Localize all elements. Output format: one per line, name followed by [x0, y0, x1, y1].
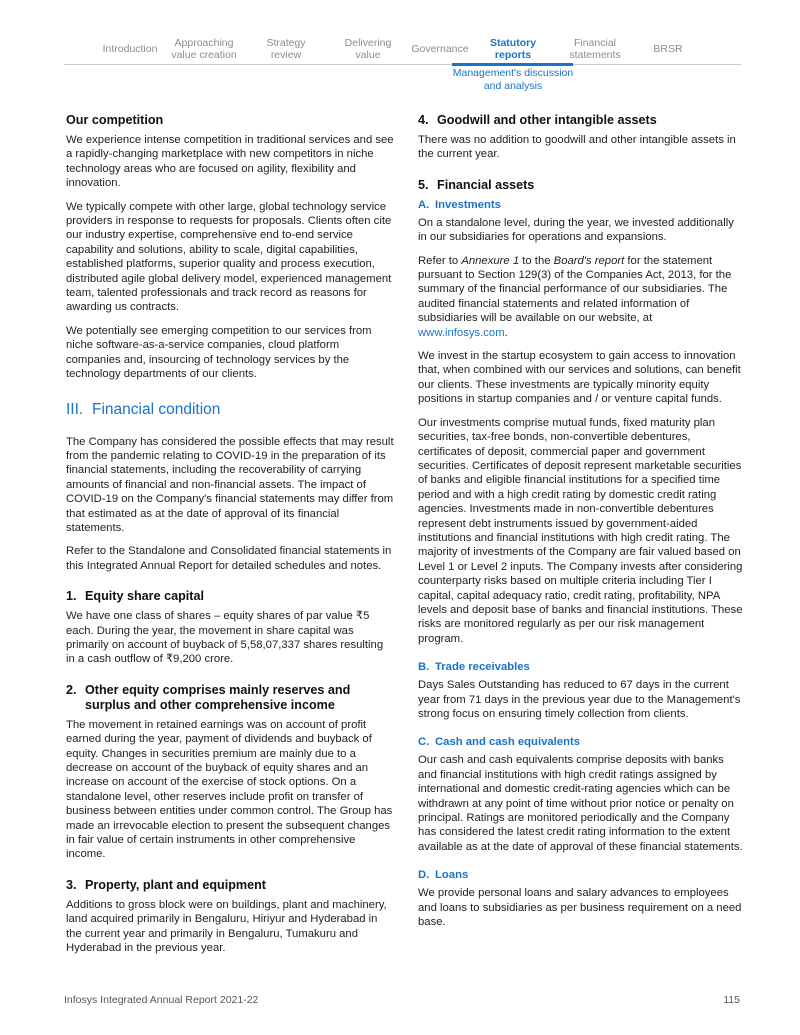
text-run: Refer to — [418, 254, 462, 267]
section-title: Financial condition — [92, 400, 221, 418]
heading-number: 2. — [66, 682, 77, 697]
tab-statutory-reports[interactable]: Statutory reports — [489, 37, 537, 61]
subheading-letter: B. — [418, 661, 430, 674]
tab-brsr[interactable]: BRSR — [653, 43, 683, 55]
loans-heading — [418, 868, 744, 882]
heading-number: 5. — [418, 177, 429, 192]
cash-equivalents-heading — [418, 735, 744, 749]
text-run: to the — [519, 254, 554, 267]
subheading-letter: D. — [418, 869, 430, 882]
footer-report-title: Infosys Integrated Annual Report 2021-22 — [64, 994, 259, 1006]
trade-receivables-heading — [418, 660, 744, 674]
tab-introduction[interactable]: Introduction — [102, 43, 158, 55]
heading-text: Financial assets — [437, 177, 535, 192]
subheading-text: Investments — [435, 198, 501, 211]
tab-delivering-value[interactable]: Delivering value — [344, 37, 392, 61]
section-number: III. — [66, 400, 84, 418]
goodwill-paragraph: There was no addition to goodwill and other intangible assets in the current year. — [418, 134, 736, 161]
tab-strategy-review[interactable]: Strategy review — [266, 37, 306, 61]
tab-governance[interactable]: Governance — [411, 43, 469, 55]
loans-paragraph: We provide personal loans and salary advances to employees and loans to subsidiaries as per business requirement on a need base. — [418, 887, 742, 929]
financial-condition-paragraph-2: Refer to the Standalone and Consolidated financial statements in this Integrated Annual Report for detailed schedules and notes. — [66, 545, 392, 572]
subtab-management-discussion[interactable]: Management's discussion and analysis — [452, 67, 574, 92]
financial-condition-paragraph-1: The Company has considered the possible effects that may result from the pandemic relating to COVID-19 in the preparation of its financial statements, including the recoverability of carrying amounts of financial and non-financial assets. The impact of COVID-19 on the Company's financial statements may differ from that estimated as at the date of approval of its financial statements. — [66, 435, 394, 534]
top-navigation — [0, 0, 800, 96]
heading-number: 3. — [66, 877, 77, 892]
property-plant-equipment-paragraph: Additions to gross block were on buildings, plant and machinery, land acquired primarily in Bengaluru, Hiriyur and Hyderabad in the current year and primarily in Bengaluru, Tumakuru and Hyderabad in the previous year. — [66, 898, 387, 955]
competition-heading: Our competition — [66, 113, 164, 127]
boards-report-reference: Board's report — [553, 254, 625, 267]
investments-heading — [418, 198, 744, 212]
heading-text: Property, plant and equipment — [85, 877, 266, 892]
investments-paragraph-4: Our investments comprise mutual funds, fixed maturity plan securities, tax-free bonds, non-convertible debentures, certificates of deposit, commercial paper and government securities. Certificates of deposit represent marketable securities of banks and eligible financial institutions for a specified time period and with a high credit rating by domestic credit rating agencies. Investments made in non-convertible debentures represent debt instruments issued by government-aided institutions and financial institutions with high credit rating. The majority of investments of the Company are fair valued based on Level 1 or Level 2 inputs. The Company invests after considering counterparty risks based on multiple criteria including Tier I capital, capital adequacy ratio, credit rating, profitability, NPA levels and deposit base of banks and financial institutions. These risks are monitored regularly as per our risk management program. — [418, 416, 743, 645]
financial-assets-heading — [418, 178, 744, 193]
nav-divider — [64, 64, 741, 65]
infosys-website-link[interactable]: www.infosys.com — [418, 326, 505, 339]
active-tab-indicator — [452, 63, 573, 66]
competition-paragraph-1: We experience intense competition in traditional services and see a rapidly-changing marketplace with new competitors in niche technology areas who are focused on agility, flexibility and innovation. — [66, 134, 394, 190]
heading-text: Other equity comprises mainly reserves and surplus and other comprehensive income — [85, 682, 351, 712]
subheading-letter: A. — [418, 198, 430, 211]
tab-financial-statements[interactable]: Financial statements — [569, 37, 621, 61]
competition-paragraph-3: We potentially see emerging competition to our services from niche software-as-a-service companies, cloud platform companies and, insourcing of technology services by the technology departments of our clients. — [66, 324, 372, 381]
financial-condition-heading — [66, 401, 394, 419]
tab-approaching-value-creation[interactable]: Approaching value creation — [171, 37, 237, 61]
subheading-letter: C. — [418, 736, 430, 749]
subheading-text: Loans — [435, 869, 469, 882]
property-plant-equipment-heading — [66, 878, 394, 893]
heading-number: 1. — [66, 589, 77, 604]
text-run: . — [504, 326, 508, 339]
trade-receivables-paragraph: Days Sales Outstanding has reduced to 67 days in the current year from 71 days in the previous year due to the Management's strong focus on ensuring timely collection from clients. — [418, 679, 741, 720]
equity-share-capital-paragraph: We have one class of shares – equity shares of par value ₹5 each. During the year, the movement in share capital was primarily on account of buyback of 5,58,07,337 shares resulting in a cash outflow of ₹9,200 crore. — [66, 610, 384, 666]
right-column — [418, 113, 744, 938]
heading-number: 4. — [418, 113, 429, 127]
page-number: 115 — [723, 994, 740, 1006]
heading-text: Equity share capital — [85, 589, 204, 604]
investments-paragraph-3: We invest in the startup ecosystem to gain access to innovation that, when combined with our services and solutions, can benefit our clients. These investments are typically minority equity positions in startup companies and / or venture capital funds. — [418, 350, 741, 406]
other-equity-paragraph: The movement in retained earnings was on account of profit earned during the year, payment of dividends and buyback of equity. Changes in securities premium are mainly due to a decrease on account of the buyback of equity shares and an increase on account of the exercise of stock options. On a standalone level, other reserves include profit on transfer of business between entities under common control. The Group has made an irrevocable election to present the subsequent changes in fair value of certain instruments in other comprehensive income. — [66, 718, 393, 861]
text-run: for the statement pursuant to Section 129(3) of the Companies Act, 2013, for the summary of the financial performance of our subsidiaries. The audited financial statements and related information of subsidiaries will be available on our website, at — [418, 254, 732, 325]
cash-equivalents-paragraph: Our cash and cash equivalents comprise deposits with banks and financial institutions with high credit ratings assigned by international and domestic credit-rating agencies which can be withdrawn at any point of time without prior notice or penalty on principal. Ratings are monitored periodically and the Company has considered the latest credit rating information to the extent available as at the date of approval of these financial statements. — [418, 754, 743, 853]
equity-share-capital-heading — [66, 589, 394, 604]
goodwill-heading — [418, 113, 744, 128]
annexure-reference: Annexure 1 — [461, 254, 520, 267]
left-column — [66, 113, 394, 964]
subheading-text: Cash and cash equivalents — [435, 736, 581, 749]
investments-paragraph-1: On a standalone level, during the year, we invested additionally in our subsidiaries for operations and expansions. — [418, 216, 734, 244]
competition-paragraph-2: We typically compete with other large, global technology service providers in response to requests for proposals. Clients often cite our industry expertise, comprehensive end to-end service capability and solutions, ability to scale, digital capabilities, established platforms, superior quality and process execution, distributed agile global delivery model, experienced management team, talented professionals and track record as reasons for awarding us contracts. — [66, 200, 392, 314]
other-equity-heading — [66, 683, 394, 713]
investments-paragraph-2 — [418, 254, 744, 340]
heading-text: Goodwill and other intangible assets — [437, 113, 657, 127]
subheading-text: Trade receivables — [435, 661, 530, 674]
